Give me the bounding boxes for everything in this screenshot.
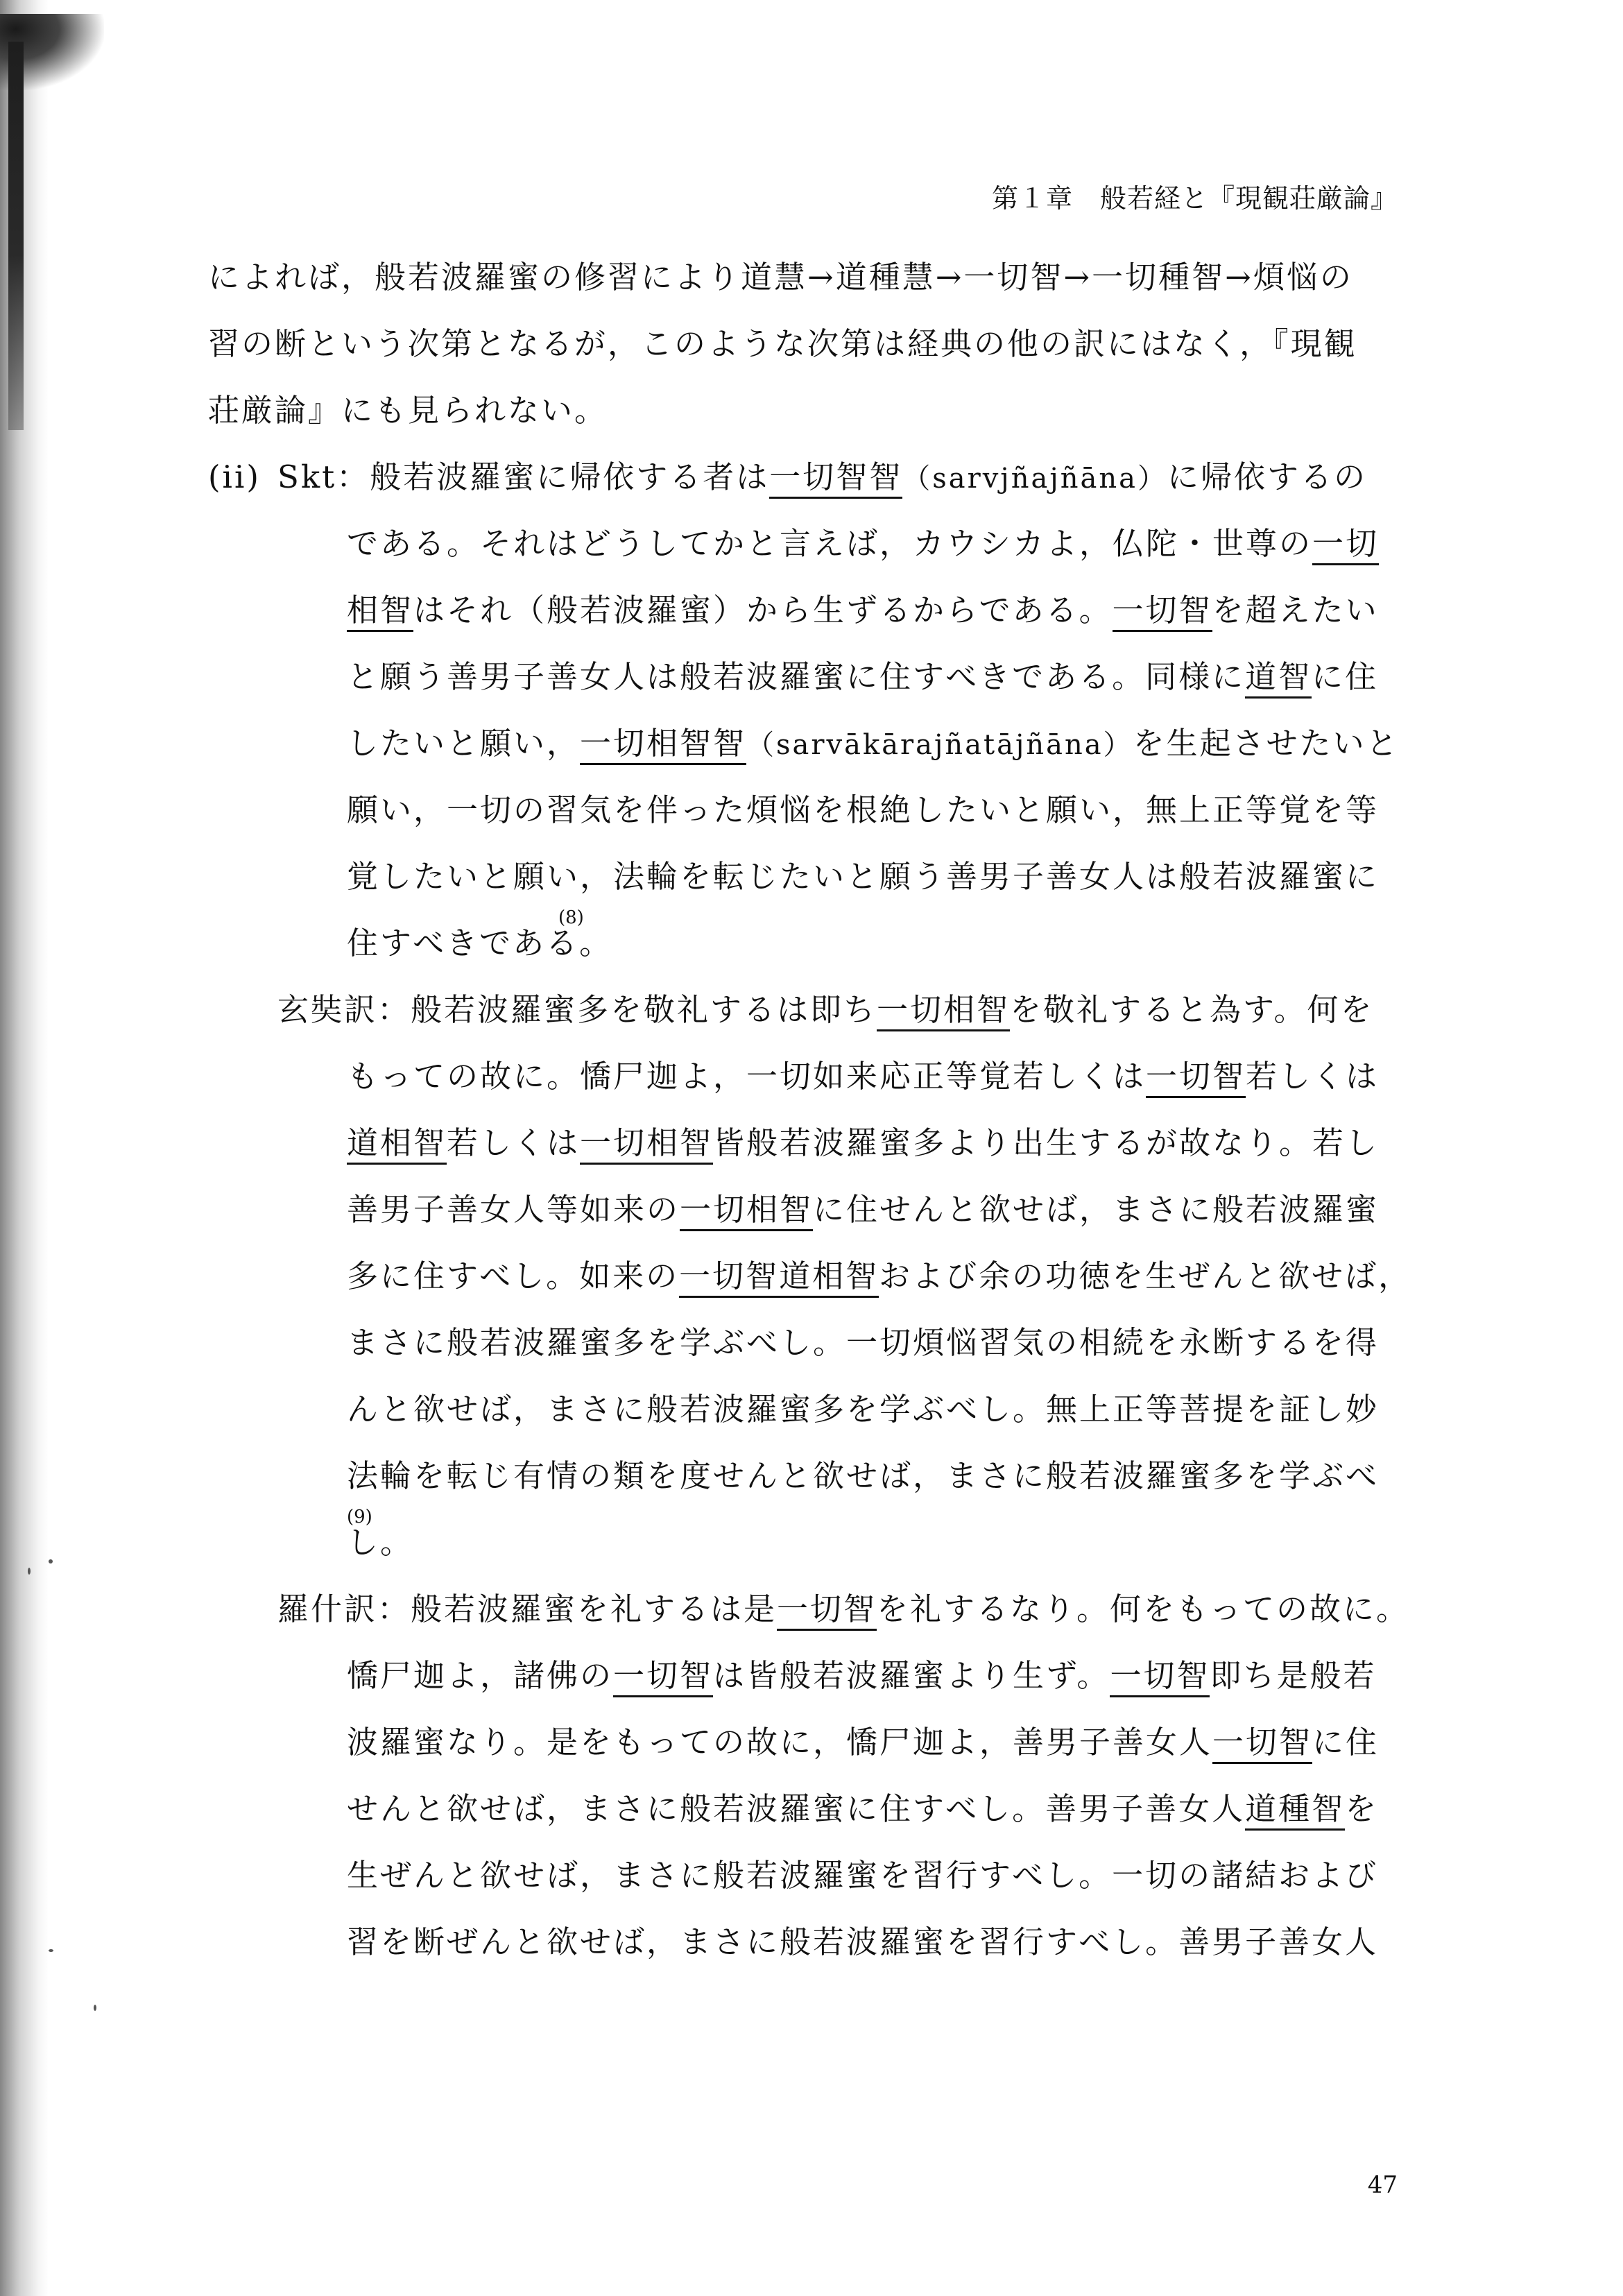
kumarajiva-text: 般若波羅蜜を礼するは是 [411,1591,778,1627]
intro-line: 習の断という次第となるが，このような次第は経典の他の訳にはなく，『現観 [208,325,1357,362]
underlined-term: 一切相智智 [580,725,746,765]
kumarajiva-text: 即ち是般若 [1210,1657,1377,1694]
sanskrit-term: （sarvjñajñāna） [902,463,1167,495]
underlined-term: 一切智智 [769,459,902,499]
xuanzang-text: 善男子善女人等如来の [347,1191,680,1228]
xuanzang-text: し。 [347,1524,414,1561]
xuanzang-text: に住せんと欲せば，まさに般若波羅蜜 [813,1191,1380,1228]
scan-gutter-shadow [0,0,49,2296]
xuanzang-line [208,1243,1415,1310]
footnote-marker: (8) [558,907,584,928]
xuanzang-label: 玄奘訳： [277,991,411,1028]
underlined-term: 一切智 [613,1657,713,1697]
page-body [208,244,1415,1976]
underlined-term: 一切智 [1146,1058,1246,1098]
skt-line [208,710,1415,777]
footnote-marker: (9) [347,1507,372,1527]
skt-text: はそれ（般若波羅蜜）から生ずるからである。 [413,592,1113,628]
scan-gutter-bar [8,42,24,430]
kumarajiva-line [208,1776,1415,1842]
underlined-term: 一切相智 [580,1124,713,1165]
skt-line: 願い，一切の習気を伴った煩悩を根絶したいと願い，無上正等覚を等 [347,791,1380,828]
kumarajiva-text: せんと欲せば，まさに般若波羅蜜に住すべし。善男子善女人 [347,1790,1246,1827]
xuanzang-text: 皆般若波羅蜜多より出生するが故なり。若し [713,1124,1380,1161]
skt-line: 覚したいと願い，法輪を転じたいと願う善男子善女人は般若波羅蜜に [347,858,1380,895]
intro-line: 荘厳論』にも見られない。 [208,392,608,429]
xuanzang-line [208,1176,1415,1243]
scan-speck [49,1559,53,1563]
sanskrit-term: （sarvākārajñatājñāna） [746,729,1133,761]
kumarajiva-line [208,1576,1415,1643]
kumarajiva-line: 生ぜんと欲せば，まさに般若波羅蜜を習行すべし。一切の諸結および [347,1857,1379,1894]
running-head: 第１章 般若経と『現観荘厳論』 [991,183,1398,214]
skt-text: 般若波羅蜜に帰依する者は [370,459,770,495]
xuanzang-line [208,1110,1415,1176]
scan-speck [28,1568,31,1575]
intro-line: によれば，般若波羅蜜の修習により道慧→道種慧→一切智→一切種智→煩悩の [208,259,1353,295]
xuanzang-text: および余の功徳を生ぜんと欲せば， [879,1258,1412,1294]
item-label: (ii) [208,459,261,495]
page-number: 47 [1367,2171,1398,2199]
skt-text: に住 [1312,658,1379,695]
skt-text: に帰依するの [1167,459,1367,495]
xuanzang-line: まさに般若波羅蜜多を学ぶべし。一切煩悩習気の相続を永断するを得 [347,1324,1380,1361]
underlined-term: 一切相智 [680,1191,813,1231]
underlined-term: 一切智 [1212,1724,1312,1764]
underlined-term: 一切智道相智 [679,1258,879,1298]
kumarajiva-line [208,1643,1415,1709]
skt-line [208,644,1415,710]
xuanzang-text: 般若波羅蜜多を敬礼するは即ち [411,991,877,1028]
kumarajiva-line [208,1709,1415,1776]
underlined-term: 一切智 [1113,592,1212,632]
scan-speck [49,1949,53,1952]
skt-text: を超えたい [1212,592,1379,628]
underlined-term: 道相智 [347,1124,447,1165]
underlined-term: 一切 [1312,525,1379,565]
skt-text: と願う善男子善女人は般若波羅蜜に住すべきである。同様に [347,658,1246,695]
kumarajiva-text: は皆般若波羅蜜より生ず。 [713,1657,1110,1694]
kumarajiva-text: 波羅蜜なり。是をもっての故に，憍尸迦よ，善男子善女人 [347,1724,1213,1760]
skt-line [208,511,1415,577]
skt-line [208,444,1415,511]
underlined-term: 一切智 [777,1591,877,1631]
xuanzang-text: を敬礼すると為す。何を [1010,991,1374,1028]
kumarajiva-text: 憍尸迦よ，諸佛の [347,1657,614,1694]
kumarajiva-label: 羅什訳： [277,1591,411,1627]
underlined-term: 一切智 [1110,1657,1210,1697]
scan-speck [94,2005,96,2011]
underlined-term: 一切相智 [877,991,1010,1031]
kumarajiva-text: を礼するなり。何をもっての故に。 [877,1591,1410,1627]
xuanzang-text: 多に住すべし。如来の [347,1258,680,1294]
underlined-term: 相智 [347,592,413,632]
skt-text: である。それはどうしてかと言えば，カウシカよ，仏陀・世尊の [347,525,1313,562]
xuanzang-text: 若しくは [1246,1058,1380,1095]
skt-text: を生起させたいと [1133,725,1400,762]
xuanzang-line [208,977,1415,1043]
skt-line [208,577,1415,644]
kumarajiva-text: を [1345,1790,1379,1827]
skt-text: したいと願い， [347,725,581,762]
xuanzang-line: んと欲せば，まさに般若波羅蜜多を学ぶべし。無上正等菩提を証し妙 [347,1391,1380,1428]
xuanzang-line [208,1043,1415,1110]
xuanzang-line: 法輪を転じ有情の類を度せんと欲せば，まさに般若波羅蜜多を学ぶべ [347,1457,1380,1494]
xuanzang-text: もっての故に。憍尸迦よ，一切如来応正等覚若しくは [347,1058,1147,1095]
skt-text: 住すべきである。 [347,925,613,961]
underlined-term: 道智 [1245,658,1312,699]
kumarajiva-line: 習を断ぜんと欲せば，まさに般若波羅蜜を習行すべし。善男子善女人 [347,1924,1379,1960]
underlined-term: 道種智 [1245,1790,1345,1831]
xuanzang-line [208,1509,1415,1576]
skt-label: Skt： [277,459,370,495]
skt-line [208,907,1415,977]
xuanzang-text: 若しくは [447,1124,581,1161]
kumarajiva-text: に住 [1312,1724,1380,1760]
